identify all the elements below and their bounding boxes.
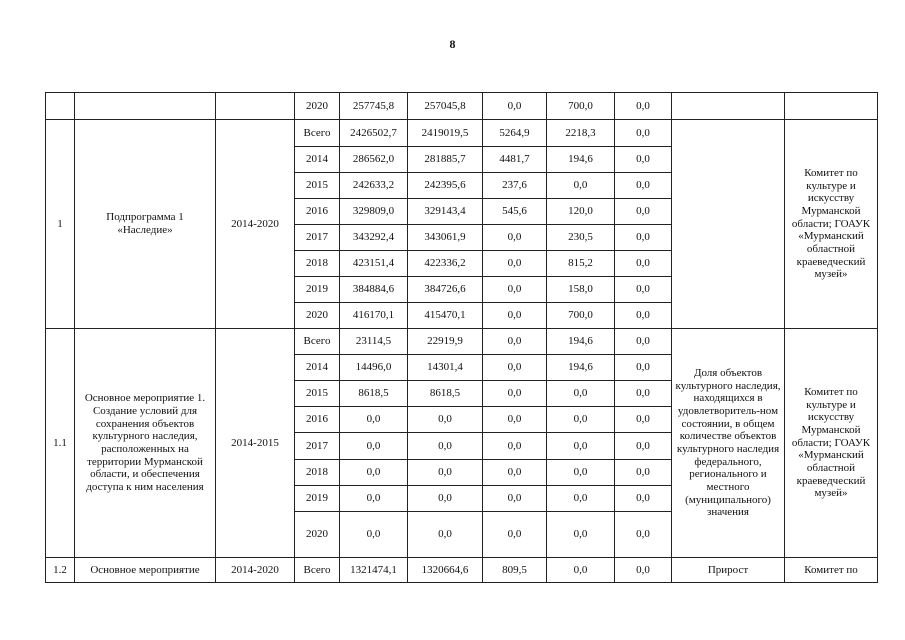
amount-cell: 0,0: [547, 407, 615, 433]
amount-cell: 0,0: [483, 407, 547, 433]
amount-cell: 194,6: [547, 329, 615, 355]
amount-cell: 286562,0: [340, 147, 408, 173]
amount-cell: 0,0: [615, 512, 672, 558]
amount-cell: 0,0: [615, 329, 672, 355]
amount-cell: 0,0: [483, 277, 547, 303]
amount-cell: 2218,3: [547, 120, 615, 147]
amount-cell: 257045,8: [408, 93, 483, 120]
amount-cell: 2426502,7: [340, 120, 408, 147]
amount-cell: 0,0: [615, 558, 672, 583]
amount-cell: 0,0: [483, 486, 547, 512]
item-name-cell: Основное мероприятие 1. Создание условий для сохранения объектов культурного наследия, расположенных на территории Мурманской области, и обеспечения доступа к ним населения: [75, 329, 216, 558]
year-cell: 2015: [295, 173, 340, 199]
amount-cell: 545,6: [483, 199, 547, 225]
amount-cell: 0,0: [483, 381, 547, 407]
year-cell: 2019: [295, 277, 340, 303]
amount-cell: 1320664,6: [408, 558, 483, 583]
table-row: [46, 120, 878, 147]
amount-cell: 0,0: [615, 199, 672, 225]
amount-cell: 0,0: [615, 433, 672, 460]
amount-cell: 0,0: [547, 460, 615, 486]
item-name-cell: Основное мероприятие: [75, 558, 216, 583]
period-cell: 2014-2020: [216, 558, 295, 583]
indicator-cell: [672, 93, 785, 120]
amount-cell: 14496,0: [340, 355, 408, 381]
amount-cell: 0,0: [615, 173, 672, 199]
executor-cell: Комитет по культуре и искусству Мурманской области; ГОАУК «Мурманский областной краеведческий музей»: [785, 329, 878, 558]
year-cell: 2018: [295, 251, 340, 277]
amount-cell: 0,0: [547, 381, 615, 407]
amount-cell: 22919,9: [408, 329, 483, 355]
amount-cell: 0,0: [483, 93, 547, 120]
amount-cell: 0,0: [615, 486, 672, 512]
year-cell: 2020: [295, 93, 340, 120]
year-cell: Всего: [295, 329, 340, 355]
amount-cell: 700,0: [547, 93, 615, 120]
amount-cell: 0,0: [483, 303, 547, 329]
year-cell: 2017: [295, 225, 340, 251]
amount-cell: 0,0: [408, 486, 483, 512]
amount-cell: 415470,1: [408, 303, 483, 329]
amount-cell: 230,5: [547, 225, 615, 251]
amount-cell: 0,0: [615, 147, 672, 173]
amount-cell: 242395,6: [408, 173, 483, 199]
year-cell: 2016: [295, 407, 340, 433]
amount-cell: 5264,9: [483, 120, 547, 147]
amount-cell: 158,0: [547, 277, 615, 303]
indicator-cell: Прирост: [672, 558, 785, 583]
amount-cell: 0,0: [408, 512, 483, 558]
amount-cell: 809,5: [483, 558, 547, 583]
amount-cell: 0,0: [408, 460, 483, 486]
amount-cell: 194,6: [547, 355, 615, 381]
executor-cell: Комитет по: [785, 558, 878, 583]
amount-cell: 343061,9: [408, 225, 483, 251]
amount-cell: 0,0: [547, 433, 615, 460]
year-cell: Всего: [295, 120, 340, 147]
executor-cell: [785, 93, 878, 120]
amount-cell: 422336,2: [408, 251, 483, 277]
amount-cell: 416170,1: [340, 303, 408, 329]
amount-cell: 0,0: [615, 407, 672, 433]
year-cell: 2020: [295, 303, 340, 329]
amount-cell: 0,0: [615, 303, 672, 329]
item-number-cell: 1.1: [46, 329, 75, 558]
amount-cell: 23114,5: [340, 329, 408, 355]
amount-cell: 0,0: [483, 512, 547, 558]
amount-cell: 0,0: [340, 486, 408, 512]
amount-cell: 0,0: [483, 225, 547, 251]
period-cell: [216, 93, 295, 120]
year-cell: 2017: [295, 433, 340, 460]
year-cell: Всего: [295, 558, 340, 583]
budget-table: [45, 92, 878, 583]
amount-cell: 281885,7: [408, 147, 483, 173]
table-body: [46, 93, 878, 583]
amount-cell: 329809,0: [340, 199, 408, 225]
amount-cell: 0,0: [483, 355, 547, 381]
amount-cell: 343292,4: [340, 225, 408, 251]
amount-cell: 237,6: [483, 173, 547, 199]
amount-cell: 4481,7: [483, 147, 547, 173]
amount-cell: 0,0: [615, 460, 672, 486]
year-cell: 2016: [295, 199, 340, 225]
amount-cell: 194,6: [547, 147, 615, 173]
amount-cell: 0,0: [547, 486, 615, 512]
amount-cell: 0,0: [615, 381, 672, 407]
amount-cell: 0,0: [340, 433, 408, 460]
item-name-cell: Подпрограмма 1 «Наследие»: [75, 120, 216, 329]
amount-cell: 120,0: [547, 199, 615, 225]
amount-cell: 815,2: [547, 251, 615, 277]
year-cell: 2020: [295, 512, 340, 558]
indicator-cell: Доля объектов культурного наследия, находящихся в удовлетворитель-ном состоянии, в общем количестве объектов культурного наследия федерального, регионального и местного (муниципального) значения: [672, 329, 785, 558]
amount-cell: 8618,5: [340, 381, 408, 407]
amount-cell: 384884,6: [340, 277, 408, 303]
year-cell: 2014: [295, 147, 340, 173]
amount-cell: 0,0: [408, 407, 483, 433]
amount-cell: 0,0: [615, 355, 672, 381]
amount-cell: 0,0: [615, 93, 672, 120]
name-cell: [75, 93, 216, 120]
amount-cell: 0,0: [615, 277, 672, 303]
executor-cell: Комитет по культуре и искусству Мурманской области; ГОАУК «Мурманский областной краеведческий музей»: [785, 120, 878, 329]
amount-cell: 0,0: [547, 173, 615, 199]
amount-cell: 423151,4: [340, 251, 408, 277]
period-cell: 2014-2020: [216, 120, 295, 329]
amount-cell: 0,0: [615, 251, 672, 277]
amount-cell: 242633,2: [340, 173, 408, 199]
amount-cell: 0,0: [615, 120, 672, 147]
amount-cell: 700,0: [547, 303, 615, 329]
amount-cell: 0,0: [408, 433, 483, 460]
period-cell: 2014-2015: [216, 329, 295, 558]
indicator-cell: [672, 120, 785, 329]
table-row: [46, 93, 878, 120]
amount-cell: 2419019,5: [408, 120, 483, 147]
amount-cell: 0,0: [483, 251, 547, 277]
amount-cell: 0,0: [483, 329, 547, 355]
page-number: 8: [449, 37, 456, 51]
amount-cell: 14301,4: [408, 355, 483, 381]
num-cell: [46, 93, 75, 120]
amount-cell: 1321474,1: [340, 558, 408, 583]
amount-cell: 8618,5: [408, 381, 483, 407]
year-cell: 2014: [295, 355, 340, 381]
amount-cell: 0,0: [340, 512, 408, 558]
item-number-cell: 1: [46, 120, 75, 329]
amount-cell: 0,0: [340, 407, 408, 433]
amount-cell: 0,0: [340, 460, 408, 486]
item-number-cell: 1.2: [46, 558, 75, 583]
amount-cell: 0,0: [547, 512, 615, 558]
amount-cell: 0,0: [615, 225, 672, 251]
amount-cell: 0,0: [483, 460, 547, 486]
amount-cell: 384726,6: [408, 277, 483, 303]
year-cell: 2015: [295, 381, 340, 407]
amount-cell: 257745,8: [340, 93, 408, 120]
amount-cell: 329143,4: [408, 199, 483, 225]
amount-cell: 0,0: [547, 558, 615, 583]
year-cell: 2018: [295, 460, 340, 486]
year-cell: 2019: [295, 486, 340, 512]
table-row: [46, 558, 878, 583]
table-row: [46, 329, 878, 355]
amount-cell: 0,0: [483, 433, 547, 460]
